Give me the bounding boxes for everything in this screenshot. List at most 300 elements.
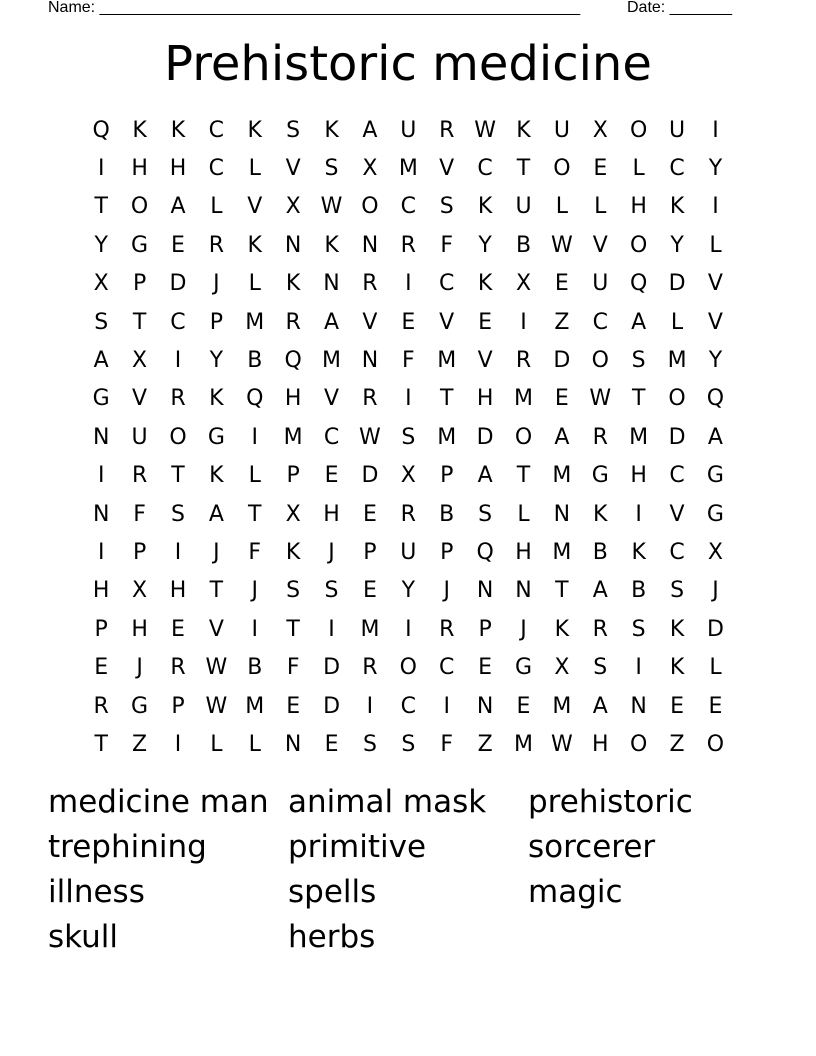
- grid-letter: U: [131, 424, 148, 450]
- grid-letter: V: [132, 386, 148, 412]
- grid-letter: E: [324, 463, 339, 489]
- grid-letter: R: [131, 463, 148, 489]
- grid-letter: Q: [476, 539, 494, 565]
- grid-letter: I: [635, 655, 642, 681]
- grid-letter: I: [443, 693, 450, 719]
- grid-letter: X: [132, 578, 148, 604]
- grid-letter: T: [631, 386, 646, 412]
- grid-letter: A: [707, 424, 723, 450]
- grid-letter: L: [210, 194, 223, 220]
- grid-letter: I: [328, 616, 335, 642]
- grid-letter: B: [247, 348, 263, 374]
- grid-letter: W: [205, 655, 228, 681]
- word-list: [48, 780, 768, 960]
- grid-letter: N: [515, 578, 532, 604]
- grid-letter: K: [669, 194, 685, 220]
- grid-letter: T: [94, 194, 108, 220]
- grid-letter: S: [631, 348, 646, 374]
- word-list-item: trephining: [48, 829, 207, 865]
- grid-letter: D: [323, 655, 341, 681]
- grid-letter: X: [132, 348, 148, 374]
- grid-letter: M: [514, 731, 533, 757]
- grid-letter: M: [514, 386, 533, 412]
- grid-letter: S: [439, 194, 454, 220]
- grid-letter: X: [554, 655, 570, 681]
- grid-letter: H: [131, 616, 148, 642]
- grid-letter: U: [515, 194, 532, 220]
- grid-letter: F: [248, 539, 262, 565]
- grid-letter: R: [362, 386, 378, 412]
- grid-letter: L: [210, 731, 223, 757]
- grid-letter: L: [709, 232, 722, 258]
- word-list-item: primitive: [288, 829, 427, 865]
- grid-letter: Q: [92, 117, 110, 143]
- grid-letter: H: [515, 539, 532, 565]
- grid-letter: F: [401, 348, 415, 374]
- grid-letter: D: [169, 271, 187, 297]
- grid-letter: J: [136, 655, 143, 681]
- grid-letter: H: [476, 386, 494, 412]
- grid-letter: L: [248, 156, 261, 182]
- grid-letter: R: [515, 348, 532, 374]
- word-list-item: animal mask: [288, 784, 487, 820]
- grid-letter: T: [248, 501, 262, 527]
- grid-letter: E: [478, 309, 493, 335]
- grid-letter: W: [551, 232, 573, 258]
- grid-letter: I: [97, 463, 105, 489]
- grid-letter: J: [213, 539, 220, 565]
- grid-letter: M: [322, 348, 342, 374]
- grid-letter: I: [97, 539, 105, 565]
- grid-letter: K: [132, 117, 147, 143]
- grid-letter: G: [706, 501, 724, 527]
- grid-letter: A: [592, 693, 608, 719]
- grid-letter: C: [669, 156, 685, 182]
- grid-letter: C: [477, 156, 493, 182]
- grid-letter: I: [405, 271, 412, 297]
- grid-letter: S: [286, 117, 301, 143]
- grid-letter: G: [514, 655, 533, 681]
- grid-letter: C: [170, 309, 186, 335]
- grid-letter: K: [170, 117, 186, 143]
- grid-letter: Z: [132, 731, 148, 757]
- grid-letter: Y: [708, 348, 723, 374]
- grid-letter: N: [323, 271, 340, 297]
- grid-letter: S: [478, 501, 493, 527]
- grid-letter: S: [593, 655, 608, 681]
- grid-letter: R: [592, 424, 608, 450]
- grid-letter: N: [284, 232, 302, 258]
- grid-letter: C: [400, 194, 416, 220]
- grid-letter: K: [516, 117, 531, 143]
- grid-letter: L: [248, 271, 261, 297]
- grid-letter: K: [324, 117, 339, 143]
- word-list-item: prehistoric: [528, 784, 693, 820]
- grid-letter: V: [362, 309, 378, 335]
- grid-letter: V: [669, 501, 685, 527]
- grid-letter: E: [171, 232, 185, 258]
- grid-letter: P: [94, 616, 108, 642]
- grid-letter: E: [708, 693, 723, 719]
- grid-letter: T: [171, 463, 185, 489]
- grid-letter: C: [208, 117, 225, 143]
- grid-letter: J: [443, 578, 450, 604]
- grid-letter: D: [323, 693, 341, 719]
- grid-letter: V: [439, 156, 455, 182]
- grid-letter: K: [209, 463, 224, 489]
- grid-letter: S: [170, 501, 185, 527]
- grid-letter: P: [440, 463, 454, 489]
- grid-letter: L: [709, 655, 722, 681]
- grid-letter: D: [361, 463, 379, 489]
- grid-letter: C: [669, 539, 685, 565]
- grid-letter: F: [440, 232, 454, 258]
- word-list-item: spells: [288, 874, 377, 910]
- grid-letter: S: [324, 578, 339, 604]
- grid-letter: H: [284, 386, 302, 412]
- grid-letter: F: [133, 501, 146, 527]
- grid-letter: X: [362, 156, 378, 182]
- grid-letter: S: [324, 156, 339, 182]
- grid-letter: Q: [630, 271, 648, 297]
- grid-letter: T: [516, 156, 531, 182]
- grid-letter: C: [669, 463, 685, 489]
- grid-letter: K: [477, 271, 493, 297]
- grid-letter: M: [552, 463, 572, 489]
- grid-letter: E: [478, 655, 493, 681]
- grid-letter: T: [286, 616, 300, 642]
- grid-letter: K: [324, 232, 339, 258]
- grid-letter: S: [631, 616, 646, 642]
- grid-letter: O: [399, 655, 417, 681]
- grid-letter: R: [285, 309, 301, 335]
- grid-letter: K: [285, 539, 301, 565]
- grid-letter: D: [668, 271, 686, 297]
- grid-letter: N: [92, 501, 110, 527]
- grid-letter: L: [632, 156, 645, 182]
- grid-letter: Y: [94, 232, 108, 258]
- grid-letter: F: [440, 731, 454, 757]
- grid-letter: R: [400, 501, 416, 527]
- grid-letter: O: [706, 731, 725, 757]
- grid-letter: O: [630, 232, 648, 258]
- grid-letter: X: [592, 117, 608, 143]
- grid-letter: E: [362, 501, 377, 527]
- grid-letter: H: [323, 501, 340, 527]
- grid-letter: H: [131, 156, 148, 182]
- grid-letter: U: [400, 117, 417, 143]
- grid-letter: N: [476, 578, 494, 604]
- grid-letter: V: [592, 232, 608, 258]
- grid-letter: N: [630, 693, 647, 719]
- grid-letter: S: [670, 578, 685, 604]
- grid-letter: G: [207, 424, 225, 450]
- grid-letter: M: [629, 424, 649, 450]
- grid-letter: E: [286, 693, 301, 719]
- grid-letter: N: [361, 232, 379, 258]
- grid-letter: A: [208, 501, 224, 527]
- grid-letter: W: [320, 194, 343, 220]
- grid-letter: P: [132, 271, 147, 297]
- grid-letter: P: [286, 463, 300, 489]
- grid-letter: V: [324, 386, 340, 412]
- grid-letter: T: [132, 309, 147, 335]
- grid-letter: I: [712, 117, 719, 143]
- grid-letter: A: [554, 424, 570, 450]
- grid-letter: E: [94, 655, 109, 681]
- grid-letter: D: [476, 424, 494, 450]
- grid-letter: J: [251, 578, 258, 604]
- grid-letter: V: [477, 348, 493, 374]
- grid-letter: M: [552, 693, 572, 719]
- grid-letter: W: [474, 117, 496, 143]
- grid-letter: G: [591, 463, 609, 489]
- word-list-item: herbs: [288, 919, 376, 955]
- grid-letter: O: [553, 156, 571, 182]
- grid-letter: X: [707, 539, 723, 565]
- grid-letter: U: [400, 539, 417, 565]
- grid-letter: R: [592, 616, 608, 642]
- grid-letter: E: [362, 578, 377, 604]
- grid-letter: S: [362, 731, 377, 757]
- grid-letter: Z: [669, 731, 685, 757]
- grid-letter: T: [439, 386, 454, 412]
- grid-letter: L: [670, 309, 684, 335]
- grid-letter: J: [328, 539, 335, 565]
- grid-letter: A: [477, 463, 493, 489]
- grid-letter: V: [247, 194, 263, 220]
- grid-letter: I: [635, 501, 642, 527]
- grid-letter: K: [209, 386, 224, 412]
- grid-letter: T: [555, 578, 569, 604]
- grid-letter: K: [669, 655, 685, 681]
- grid-letter: R: [362, 655, 378, 681]
- grid-letter: Y: [670, 232, 684, 258]
- grid-letter: H: [592, 731, 609, 757]
- grid-letter: N: [284, 731, 302, 757]
- grid-letter: I: [712, 194, 719, 220]
- grid-letter: Z: [477, 731, 493, 757]
- grid-letter: P: [478, 616, 492, 642]
- grid-letter: P: [209, 309, 223, 335]
- grid-letter: O: [169, 424, 187, 450]
- grid-letter: Y: [708, 156, 723, 182]
- grid-letter: G: [131, 232, 149, 258]
- grid-letter: I: [251, 616, 258, 642]
- grid-letter: D: [668, 424, 686, 450]
- grid-letter: H: [92, 578, 110, 604]
- grid-letter: E: [670, 693, 684, 719]
- grid-letter: C: [208, 156, 225, 182]
- grid-letter: X: [285, 501, 301, 527]
- grid-letter: V: [707, 271, 723, 297]
- grid-letter: L: [517, 501, 530, 527]
- grid-letter: G: [92, 386, 110, 412]
- grid-letter: M: [283, 424, 303, 450]
- grid-letter: P: [363, 539, 377, 565]
- grid-letter: V: [208, 616, 224, 642]
- grid-letter: L: [594, 194, 607, 220]
- grid-letter: H: [630, 463, 647, 489]
- grid-letter: R: [362, 271, 378, 297]
- grid-letter: E: [401, 309, 416, 335]
- grid-letter: I: [520, 309, 527, 335]
- word-list-item: medicine man: [48, 784, 269, 820]
- grid-letter: J: [712, 578, 719, 604]
- grid-letter: B: [247, 655, 263, 681]
- grid-letter: V: [439, 309, 455, 335]
- grid-letter: K: [669, 616, 685, 642]
- date-field-label: Date: _______: [627, 0, 732, 16]
- grid-letter: I: [251, 424, 258, 450]
- grid-letter: M: [437, 424, 457, 450]
- grid-letter: M: [437, 348, 457, 374]
- grid-letter: K: [247, 232, 262, 258]
- grid-letter: L: [248, 731, 261, 757]
- grid-letter: L: [248, 463, 261, 489]
- grid-letter: L: [555, 194, 569, 220]
- grid-letter: S: [286, 578, 301, 604]
- grid-letter: E: [516, 693, 531, 719]
- grid-letter: Z: [554, 309, 570, 335]
- grid-letter: Q: [706, 386, 725, 412]
- grid-letter: A: [93, 348, 109, 374]
- name-field-label: Name: ______________________________________________________: [48, 0, 581, 16]
- grid-letter: U: [592, 271, 609, 297]
- grid-letter: T: [516, 463, 531, 489]
- grid-letter: W: [359, 424, 381, 450]
- grid-letter: C: [323, 424, 340, 450]
- grid-letter: W: [551, 731, 573, 757]
- grid-letter: X: [285, 194, 301, 220]
- grid-letter: Q: [284, 348, 302, 374]
- grid-letter: I: [405, 386, 412, 412]
- grid-letter: I: [174, 348, 182, 374]
- grid-letter: W: [205, 693, 228, 719]
- grid-letter: R: [93, 693, 109, 719]
- grid-letter: S: [401, 424, 416, 450]
- grid-letter: M: [245, 693, 265, 719]
- grid-letter: X: [515, 271, 532, 297]
- grid-letter: Q: [246, 386, 264, 412]
- grid-letter: I: [405, 616, 412, 642]
- grid-letter: M: [398, 156, 418, 182]
- grid-letter: S: [401, 731, 416, 757]
- grid-letter: T: [209, 578, 224, 604]
- grid-letter: F: [286, 655, 300, 681]
- grid-letter: R: [170, 386, 186, 412]
- grid-letter: U: [553, 117, 570, 143]
- word-list-item: skull: [48, 919, 119, 955]
- grid-letter: N: [476, 693, 494, 719]
- grid-letter: B: [439, 501, 455, 527]
- grid-letter: I: [174, 539, 182, 565]
- grid-letter: T: [94, 731, 108, 757]
- grid-letter: G: [706, 463, 724, 489]
- grid-letter: M: [245, 309, 265, 335]
- grid-letter: O: [130, 194, 149, 220]
- grid-letter: N: [92, 424, 110, 450]
- grid-letter: P: [132, 539, 147, 565]
- worksheet-header: [48, 0, 748, 18]
- grid-letter: E: [593, 156, 608, 182]
- letter-grid: [82, 111, 735, 764]
- grid-letter: K: [593, 501, 608, 527]
- grid-letter: O: [630, 117, 648, 143]
- grid-letter: A: [592, 578, 608, 604]
- page-title: Prehistoric medicine: [164, 36, 652, 92]
- grid-letter: E: [554, 271, 569, 297]
- grid-letter: R: [208, 232, 225, 258]
- grid-letter: Y: [209, 348, 224, 374]
- grid-letter: D: [553, 348, 571, 374]
- grid-letter: B: [631, 578, 647, 604]
- grid-letter: V: [285, 156, 301, 182]
- grid-letter: O: [361, 194, 379, 220]
- grid-letter: C: [439, 271, 455, 297]
- grid-letter: C: [439, 655, 455, 681]
- grid-letter: A: [631, 309, 647, 335]
- grid-letter: M: [667, 348, 687, 374]
- grid-letter: O: [630, 731, 648, 757]
- grid-letter: S: [94, 309, 109, 335]
- grid-letter: O: [514, 424, 533, 450]
- grid-letter: I: [174, 731, 182, 757]
- grid-letter: R: [170, 655, 186, 681]
- grid-letter: X: [400, 463, 416, 489]
- grid-letter: C: [400, 693, 416, 719]
- grid-letter: O: [591, 348, 609, 374]
- grid-letter: K: [247, 117, 262, 143]
- grid-letter: B: [515, 232, 532, 258]
- grid-letter: J: [520, 616, 527, 642]
- grid-letter: I: [366, 693, 374, 719]
- grid-letter: N: [553, 501, 571, 527]
- grid-letter: M: [360, 616, 380, 642]
- grid-letter: R: [439, 616, 455, 642]
- grid-letter: M: [552, 539, 572, 565]
- grid-letter: E: [171, 616, 185, 642]
- grid-letter: Y: [478, 232, 492, 258]
- grid-letter: E: [324, 731, 339, 757]
- grid-letter: U: [669, 117, 686, 143]
- grid-letter: R: [400, 232, 416, 258]
- grid-letter: J: [213, 271, 220, 297]
- grid-letter: G: [131, 693, 149, 719]
- grid-letter: C: [592, 309, 608, 335]
- grid-letter: O: [668, 386, 686, 412]
- grid-letter: H: [630, 194, 647, 220]
- grid-letter: A: [324, 309, 340, 335]
- grid-letter: N: [361, 348, 379, 374]
- grid-letter: X: [93, 271, 109, 297]
- word-list-item: illness: [48, 874, 145, 910]
- grid-letter: K: [631, 539, 646, 565]
- grid-letter: K: [285, 271, 301, 297]
- grid-letter: D: [706, 616, 724, 642]
- grid-letter: E: [554, 386, 569, 412]
- grid-letter: I: [97, 156, 105, 182]
- grid-letter: A: [362, 117, 378, 143]
- grid-letter: H: [169, 156, 187, 182]
- grid-letter: R: [439, 117, 455, 143]
- word-list-item: magic: [528, 874, 623, 910]
- grid-letter: Y: [401, 578, 416, 604]
- grid-letter: P: [440, 539, 454, 565]
- grid-letter: W: [589, 386, 612, 412]
- grid-letter: B: [592, 539, 608, 565]
- grid-letter: H: [169, 578, 187, 604]
